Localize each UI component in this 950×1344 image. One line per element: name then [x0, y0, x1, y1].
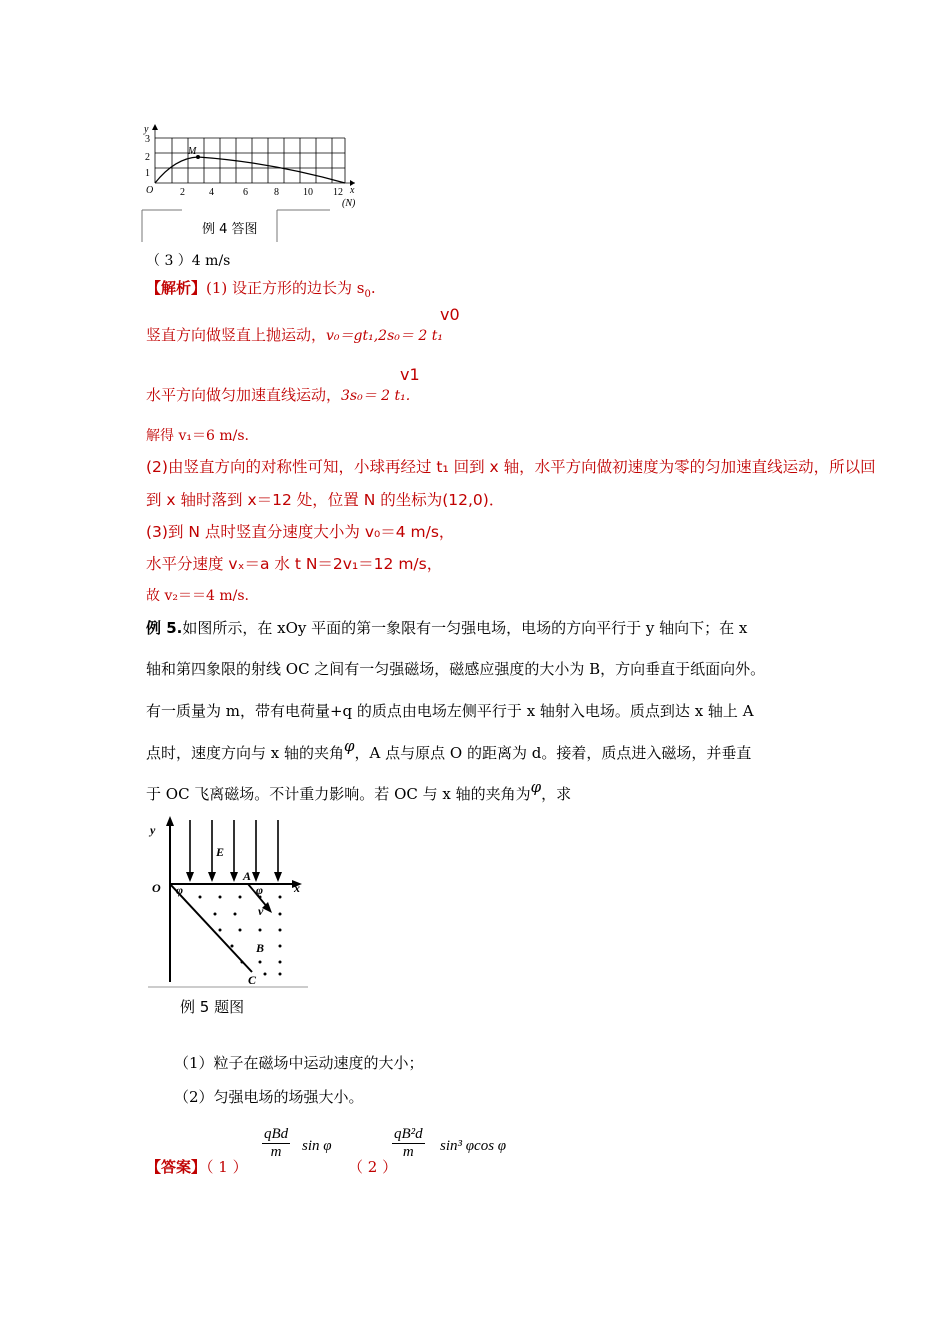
fig4-ytick-2: 2: [145, 152, 150, 163]
phi-symbol-2: φ: [530, 778, 542, 796]
fig4-xtick-6: 6: [243, 187, 248, 198]
part3-line-3: 故 v₂＝＝4 m/s.: [146, 588, 249, 604]
fig5-c-label: C: [248, 973, 257, 987]
analysis-line-1: [146, 277, 376, 300]
answer-1-tail: sin φ: [302, 1138, 332, 1154]
fig5-v-label: v: [258, 904, 264, 918]
fig4-ytick-1: 1: [145, 168, 150, 179]
fig5-o-label: O: [152, 881, 161, 895]
answer-2-tail: sin³ φcos φ: [440, 1138, 507, 1154]
fig4-xtick-2: 2: [180, 187, 185, 198]
fig5-phi-2: φ: [256, 883, 264, 897]
analysis-line-1-sub: 0: [364, 289, 371, 300]
fig4-xtick-4: 4: [209, 187, 214, 198]
example5-line-5b: ，求: [541, 785, 572, 803]
fig4-axis-y: y: [144, 124, 149, 135]
fraction-v0-label: v0: [440, 305, 460, 324]
analysis-line-1-text: (1) 设正方形的边长为 s: [206, 279, 365, 297]
fig5-caption: 例 5 题图: [180, 998, 245, 1016]
example5-line-2: 轴和第四象限的射线 OC 之间有一匀强磁场，磁感应强度的大小为 B，方向垂直于纸面向外。: [146, 660, 766, 678]
vertical-motion-formula: v₀＝gt₁,2s₀＝ 2 t₁: [326, 328, 443, 344]
fig4-origin: O: [146, 185, 154, 196]
fig4-unit: (N): [342, 198, 356, 209]
answer-1-denominator: m: [270, 1144, 282, 1160]
answer-2-fraction: [392, 1126, 425, 1161]
example5-label: 例 5.: [146, 619, 183, 637]
part2-line-2: 到 x 轴时落到 x＝12 处，位置 N 的坐标为(12,0)．: [146, 491, 505, 509]
example5-line-4: [146, 737, 752, 763]
point-m-dot: [196, 155, 200, 159]
fig4-xtick-10: 10: [303, 187, 313, 198]
part2-line-1: (2)由竖直方向的对称性可知，小球再经过 t₁ 回到 x 轴，水平方向做初速度为零的匀加速直线运动，所以回: [146, 458, 876, 476]
question-1: （1）粒子在磁场中运动速度的大小；: [174, 1054, 424, 1072]
example5-line-5a: 于 OC 飞离磁场。不计重力影响。若 OC 与 x 轴的夹角为: [146, 785, 531, 803]
part3-line-2: 水平分速度 vₓ＝a 水 t N＝2v₁＝12 m/s，: [146, 555, 443, 573]
fraction-v1-label: v1: [400, 365, 420, 384]
answer-label: 【答案】: [146, 1158, 207, 1176]
example5-line-5: [146, 778, 572, 804]
fig5-b-label: B: [256, 941, 265, 955]
horizontal-motion-formula: 3s₀＝ 2 t₁.: [341, 388, 411, 404]
fig5-y-label: y: [150, 823, 156, 837]
example5-line-3: 有一质量为 m，带有电荷量+q 的质点由电场左侧平行于 x 轴射入电场。质点到达 x 轴上 A: [146, 702, 754, 720]
answer-2-numerator: qB²d: [394, 1126, 423, 1142]
example5-figure: [140, 812, 320, 1022]
horizontal-motion-line: [146, 384, 410, 405]
analysis-line-1-end: .: [370, 279, 376, 297]
analysis-label: 【解析】: [146, 279, 207, 297]
example5-line-1: [146, 617, 747, 638]
solve-line: 解得 v₁＝6 m/s.: [146, 428, 249, 444]
answer-part-1-label: （ 1 ）: [206, 1158, 248, 1176]
fig4-axis-x: x: [350, 185, 355, 196]
fig5-phi-1: φ: [176, 883, 184, 897]
part3-line-1: (3)到 N 点时竖直分速度大小为 v₀＝4 m/s，: [146, 523, 455, 541]
fig4-xtick-8: 8: [274, 187, 279, 198]
answer-line: [146, 1156, 248, 1177]
answer-3-text: （ 3 ）4 m/s: [146, 253, 231, 269]
fig5-e-label: E: [216, 845, 225, 859]
trajectory-curve: [155, 157, 345, 183]
fig5-a-label: A: [243, 869, 252, 883]
example5-line-4b: ，A 点与原点 O 的距离为 d。接着，质点进入磁场，并垂直: [354, 744, 752, 762]
fig4-xtick-12: 12: [333, 187, 343, 198]
answer-part-2-label: （ 2 ）: [348, 1158, 398, 1176]
fig4-point-m: M: [188, 146, 197, 157]
question-2: （2）匀强电场的场强大小。: [174, 1088, 364, 1106]
phi-symbol-1: φ: [344, 737, 355, 755]
fig4-ytick-3: 3: [145, 134, 150, 145]
answer-2-denominator: m: [402, 1144, 414, 1160]
fig4-caption: 例 4 答图: [202, 222, 258, 237]
example5-line-1-text: 如图所示，在 xOy 平面的第一象限有一匀强电场，电场的方向平行于 y 轴向下；在 x: [182, 619, 748, 637]
fig5-x-label: x: [294, 881, 300, 895]
vertical-motion-line: [146, 324, 443, 345]
answer-1-fraction: [262, 1126, 290, 1161]
example5-line-4a: 点时，速度方向与 x 轴的夹角: [146, 744, 344, 762]
horizontal-motion-text: 水平方向做匀加速直线运动，: [146, 386, 342, 404]
vertical-motion-text: 竖直方向做竖直上抛运动，: [146, 326, 327, 344]
answer-1-numerator: qBd: [264, 1126, 289, 1142]
example4-answer-figure: [140, 120, 370, 245]
